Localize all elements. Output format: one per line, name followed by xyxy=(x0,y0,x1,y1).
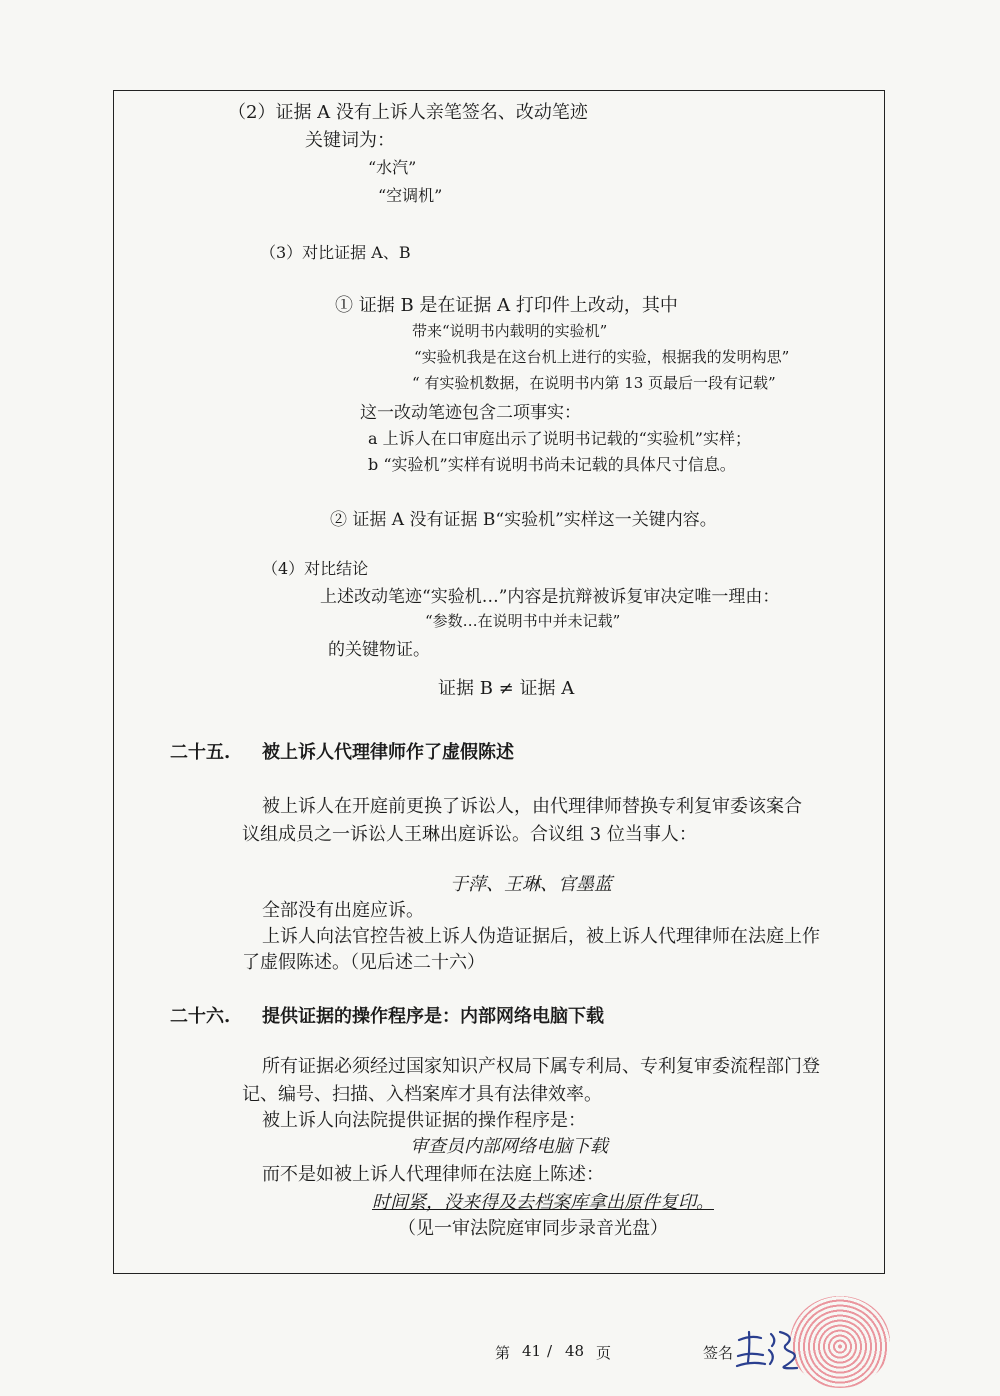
party-names: 于萍、王琳、官墨蓝 xyxy=(450,874,612,895)
point1-heading: ① 证据 B 是在证据 A 打印件上改动，其中 xyxy=(335,295,678,316)
point1-line6: b “实验机”实样有说明书尚未记载的具体尺寸信息。 xyxy=(368,455,736,474)
section-26-title: 提供证据的操作程序是：内部网络电脑下载 xyxy=(262,1006,604,1027)
section-25-para1-line1: 被上诉人在开庭前更换了诉讼人，由代理律师替换专利复审委该案合 xyxy=(262,796,802,817)
conclusion-line3: 的关键物证。 xyxy=(328,640,430,660)
item3-heading: （3）对比证据 A、B xyxy=(260,243,411,262)
section-26-para1-line1: 所有证据必须经过国家知识产权局下属专利局、专利复审委流程部门登 xyxy=(262,1056,820,1077)
point1-line4: 这一改动笔迹包含二项事实： xyxy=(360,403,581,423)
section-25-para2: 全部没有出庭应诉。 xyxy=(262,900,424,921)
point1-line1: 带来“说明书内载明的实验机” xyxy=(412,322,608,340)
page-prefix: 第 xyxy=(495,1344,511,1362)
section-26-para3: 而不是如被上诉人代理律师在法庭上陈述： xyxy=(262,1164,604,1185)
item4-heading: （4）对比结论 xyxy=(262,559,369,578)
section-25-para3-line2: 了虚假陈述。（见后述二十六） xyxy=(242,952,485,973)
conclusion-line1: 上述改动笔迹“实验机…”内容是抗辩被诉复审决定唯一理由： xyxy=(320,587,780,607)
handwritten-signature xyxy=(735,1326,805,1372)
section-26-para1-line2: 记、编号、扫描、入档案库才具有法律效率。 xyxy=(242,1084,602,1105)
keyword-1: “水汽” xyxy=(368,158,417,177)
evidence-equation: 证据 B ≠ 证据 A xyxy=(438,678,575,699)
page-total: 48 xyxy=(565,1342,585,1360)
item2-heading: （2）证据 A 没有上诉人亲笔签名、改动笔迹 xyxy=(228,102,588,123)
keyword-2: “空调机” xyxy=(378,186,443,205)
point1-line2: “实验机我是在这台机上进行的实验，根据我的发明构思” xyxy=(414,348,790,366)
page-current: 41 xyxy=(522,1342,542,1360)
section-25-number: 二十五. xyxy=(170,742,231,763)
italic-download: 审查员内部网络电脑下载 xyxy=(410,1136,608,1157)
section-25-title: 被上诉人代理律师作了虚假陈述 xyxy=(262,742,514,763)
page-suffix: 页 xyxy=(596,1344,612,1362)
fingerprint-mark xyxy=(790,1296,890,1388)
section-26-para2: 被上诉人向法院提供证据的操作程序是： xyxy=(262,1110,586,1131)
keywords-label: 关键词为： xyxy=(305,130,395,151)
section-25-para1-line2: 议组成员之一诉讼人王琳出庭诉讼。合议组 3 位当事人： xyxy=(242,824,697,845)
section-26-number: 二十六. xyxy=(170,1006,231,1027)
signature-label: 签名 xyxy=(703,1344,734,1362)
italic-quote: 时间紧，没来得及去档案库拿出原件复印。 xyxy=(372,1192,714,1213)
section-26-para4: （见一审法院庭审同步录音光盘） xyxy=(398,1218,668,1239)
point2: ② 证据 A 没有证据 B“实验机”实样这一关键内容。 xyxy=(330,510,717,530)
point1-line3: “ 有实验机数据，在说明书内第 13 页最后一段有记载” xyxy=(412,374,776,392)
point1-line5: a 上诉人在口审庭出示了说明书记载的“实验机”实样； xyxy=(368,429,751,448)
page-separator: / xyxy=(547,1342,553,1360)
section-25-para3-line1: 上诉人向法官控告被上诉人伪造证据后，被上诉人代理律师在法庭上作 xyxy=(262,926,820,947)
conclusion-line2: “参数…在说明书中并未记载” xyxy=(425,612,621,630)
